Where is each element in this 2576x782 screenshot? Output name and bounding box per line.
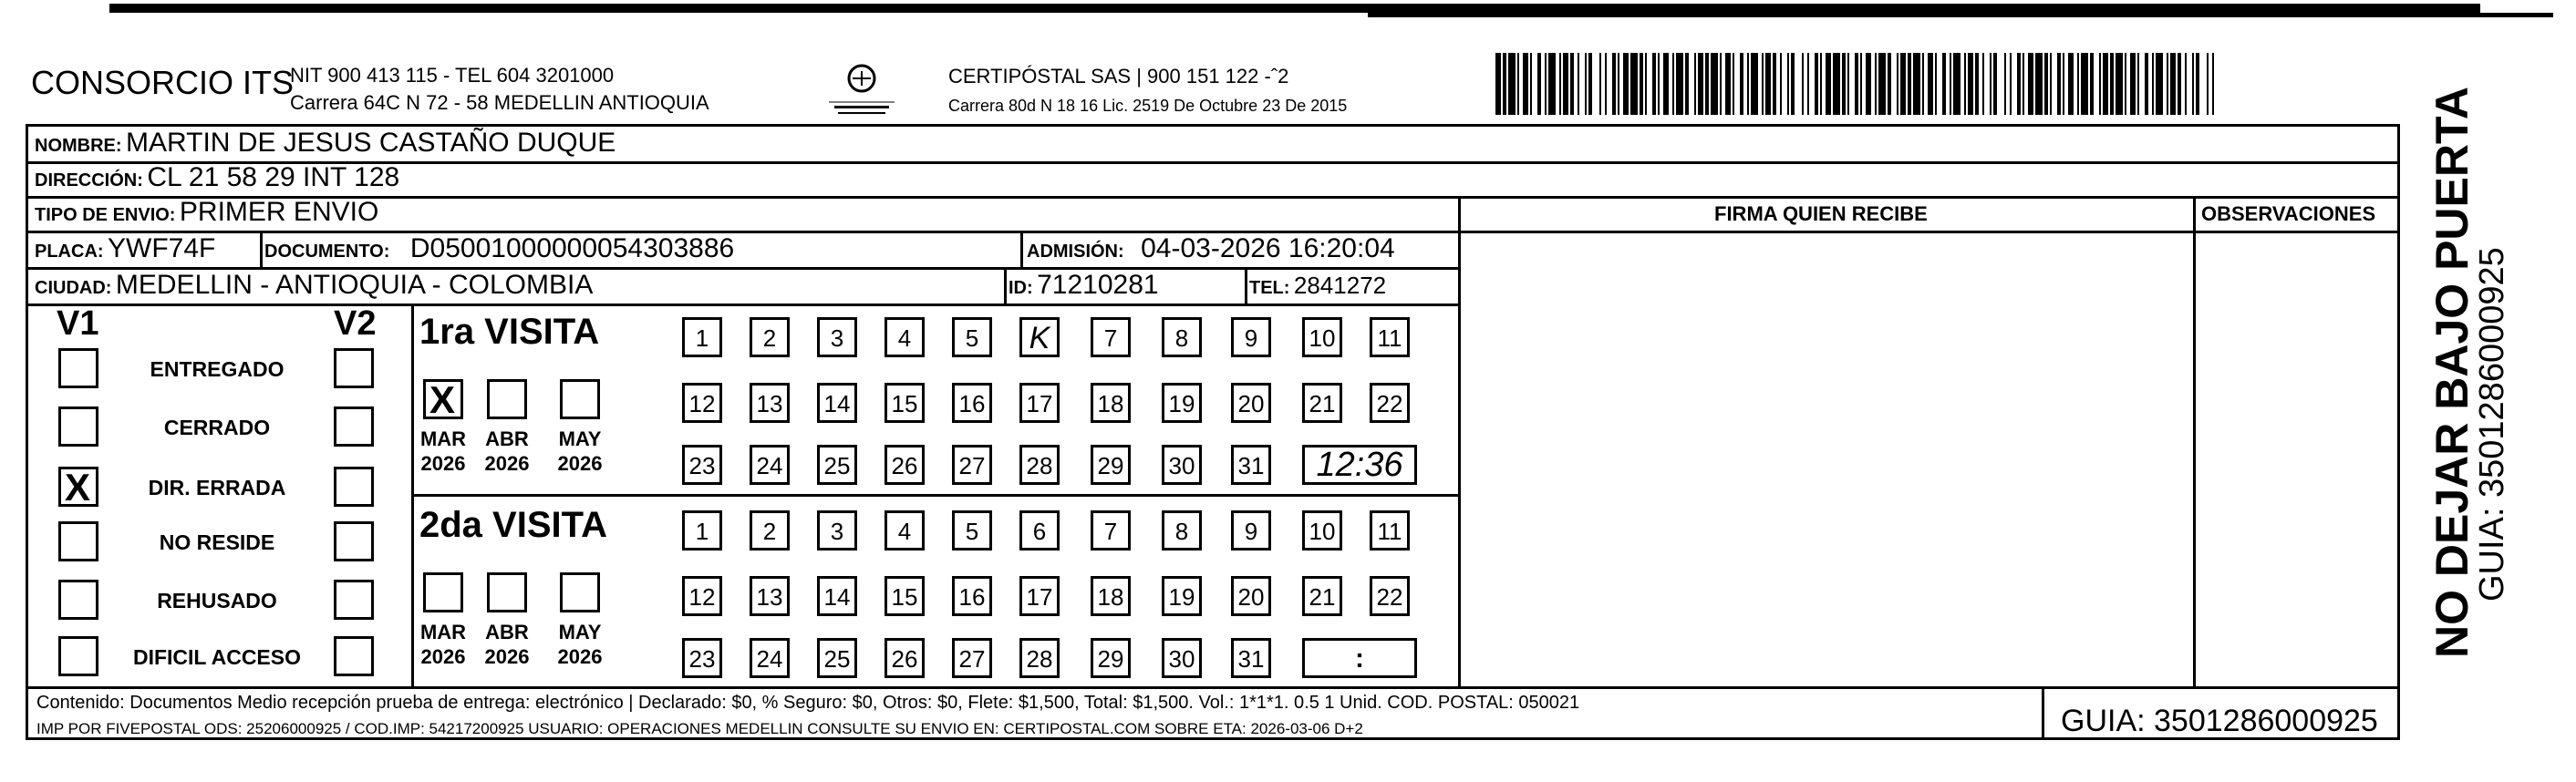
day-box[interactable]: 14: [817, 383, 857, 423]
day-box[interactable]: 13: [750, 576, 790, 616]
day-box[interactable]: 10: [1302, 510, 1342, 550]
barcode-bar: [1953, 53, 1960, 115]
footer-content: Contenido: Documentos Medio recepción prueba de entrega: electrónico | Declarado: $0, % Seguro: $0, Otros: $0, Flete: $1,500, Total: $1,500. Vol.: 1*1*1. 0.5 1 Unid. COD. POSTAL: 050021: [36, 693, 1580, 713]
barcode-bar: [1548, 53, 1556, 115]
status-label: ENTREGADO: [150, 357, 284, 381]
month-label: MAY 2026: [557, 427, 603, 475]
top-border-2: [1368, 13, 2553, 17]
day-box[interactable]: 14: [817, 576, 857, 616]
barcode-bar: [1878, 53, 1886, 115]
tipo-value: PRIMER ENVIO: [179, 197, 379, 227]
tel-row: [1249, 272, 1386, 300]
tel-value: 2841272: [1293, 272, 1387, 299]
day-box[interactable]: 18: [1091, 383, 1131, 423]
v2-header: V2: [334, 304, 377, 343]
day-box[interactable]: 30: [1162, 638, 1202, 678]
month-checkbox-abr[interactable]: [487, 379, 527, 419]
day-box[interactable]: 2: [750, 510, 790, 550]
certipostal-line1: CERTIPÓSTAL SAS | 900 151 122 -ˆ2: [948, 65, 1289, 87]
day-box[interactable]: 24: [750, 638, 790, 678]
month-checkbox-mar[interactable]: [423, 572, 463, 612]
documento-value: D05001000000054303886: [409, 233, 735, 263]
day-box[interactable]: 17: [1019, 576, 1060, 616]
day-box[interactable]: 19: [1162, 383, 1202, 423]
day-box[interactable]: 24: [750, 445, 790, 485]
company-info: [290, 62, 709, 117]
day-box[interactable]: 31: [1231, 638, 1271, 678]
ciudad-value: MEDELLIN - ANTIOQUIA - COLOMBIA: [115, 270, 594, 300]
side-warning: NO DEJAR BAJO PUERTA: [2426, 87, 2478, 658]
v1-checkbox[interactable]: [58, 348, 98, 388]
month-label: ABR 2026: [484, 621, 530, 668]
day-box[interactable]: 26: [885, 638, 925, 678]
v2-checkbox[interactable]: [334, 348, 374, 388]
documento-row: [264, 233, 734, 264]
certipostal-info: [948, 62, 1347, 120]
id-value: 71210281: [1037, 270, 1159, 300]
barcode-bar: [2156, 53, 2163, 115]
day-box[interactable]: 3: [817, 510, 857, 550]
day-box[interactable]: 4: [885, 510, 925, 550]
day-box[interactable]: 11: [1370, 510, 1410, 550]
month-checkbox-may[interactable]: [560, 379, 600, 419]
day-box[interactable]: 26: [885, 445, 925, 485]
day-box[interactable]: 7: [1091, 510, 1131, 550]
day-box[interactable]: 12: [682, 576, 722, 616]
top-border: [109, 4, 2480, 13]
month-label: MAY 2026: [557, 621, 603, 668]
admision-label: ADMISIÓN:: [1027, 242, 1124, 262]
placa-label: PLACA:: [35, 242, 104, 262]
footer-print-info: IMP POR FIVEPOSTAL ODS: 25206000925 / COD.IMP: 54217200925 USUARIO: OPERACIONES MEDELLIN CONSULTE SU ENVIO EN: CERTIPOSTAL.COM SOBRE ETA: 2026-03-06 D+2: [36, 720, 1363, 737]
day-box[interactable]: 8: [1162, 317, 1202, 357]
visit-1-title: 1ra VISITA: [419, 312, 600, 352]
barcode-bar: [1592, 53, 1599, 115]
v1-header: V1: [57, 304, 99, 343]
id-label: ID:: [1009, 278, 1033, 298]
barcode-bar: [1711, 53, 1718, 115]
v1-checkbox[interactable]: [58, 636, 98, 676]
barcode: [1495, 53, 2225, 115]
id-row: [1009, 270, 1159, 301]
barcode-bar: [2035, 53, 2043, 115]
day-box[interactable]: 11: [1370, 317, 1410, 357]
certipostal-line2: Carrera 80d N 18 16 Lic. 2519 De Octubre 23 De 2015: [948, 97, 1348, 115]
day-box[interactable]: 20: [1231, 576, 1271, 616]
day-box[interactable]: 21: [1302, 576, 1342, 616]
direccion-label: DIRECCIÓN:: [35, 170, 143, 190]
day-box[interactable]: 2: [750, 317, 790, 357]
day-box[interactable]: 27: [952, 638, 992, 678]
barcode-bar: [1630, 53, 1638, 115]
ciudad-label: CIUDAD:: [35, 278, 112, 298]
status-label: REHUSADO: [157, 589, 277, 612]
documento-label: DOCUMENTO:: [264, 242, 390, 262]
admision-value: 04-03-2026 16:20:04: [1141, 233, 1395, 263]
day-box[interactable]: 1: [682, 510, 722, 550]
address-line: Carrera 64C N 72 - 58 MEDELLIN ANTIOQUIA: [290, 91, 709, 114]
barcode-bar: [1913, 53, 1920, 115]
direccion-value: CL 21 58 29 INT 128: [147, 162, 400, 192]
admision-row: [1027, 233, 1395, 264]
nombre-value: MARTIN DE JESUS CASTAÑO DUQUE: [126, 128, 616, 158]
barcode-bar: [1833, 53, 1840, 115]
day-box[interactable]: 4: [885, 317, 925, 357]
month-label: MAR 2026: [419, 621, 467, 668]
barcode-bar: [1751, 53, 1758, 115]
day-box[interactable]: 9: [1231, 317, 1271, 357]
month-label: ABR 2026: [484, 427, 530, 475]
day-box[interactable]: 18: [1091, 576, 1131, 616]
day-box[interactable]: 27: [952, 445, 992, 485]
firma-header: FIRMA QUIEN RECIBE: [1714, 202, 1928, 225]
barcode-bar: [2214, 53, 2219, 115]
barcode-bar: [1997, 53, 2004, 115]
barcode-bar: [1795, 53, 1802, 115]
day-box[interactable]: 30: [1162, 445, 1202, 485]
barcode-bar: [1508, 53, 1516, 115]
month-label: MAR 2026: [419, 427, 467, 475]
v1-checkbox[interactable]: [58, 467, 98, 507]
day-box[interactable]: 16: [952, 576, 992, 616]
day-box[interactable]: 23: [682, 445, 722, 485]
barcode-bar: [2199, 53, 2207, 115]
day-box[interactable]: 13: [750, 383, 790, 423]
guia-number: GUIA: 3501286000925: [2061, 704, 2378, 738]
day-box[interactable]: 5: [952, 317, 992, 357]
day-box[interactable]: 31: [1231, 445, 1271, 485]
day-box[interactable]: 15: [885, 576, 925, 616]
day-box[interactable]: 19: [1162, 576, 1202, 616]
tipo-row: [35, 197, 378, 228]
status-label: DIR. ERRADA: [148, 476, 286, 499]
day-box[interactable]: 29: [1091, 445, 1131, 485]
barcode-bar: [2081, 53, 2088, 115]
day-box[interactable]: 17: [1019, 383, 1060, 423]
observaciones-header: OBSERVACIONES: [2201, 202, 2376, 225]
day-box[interactable]: 16: [952, 383, 992, 423]
status-label: NO RESIDE: [159, 530, 275, 554]
status-label: CERRADO: [163, 416, 271, 439]
day-box[interactable]: 28: [1019, 445, 1060, 485]
day-box[interactable]: 3: [817, 317, 857, 357]
certipostal-logo: [825, 62, 898, 117]
day-box[interactable]: 22: [1370, 383, 1410, 423]
tipo-label: TIPO DE ENVIO:: [35, 205, 176, 225]
nombre-row: [35, 128, 616, 159]
v2-checkbox[interactable]: [334, 406, 374, 447]
nit-line: NIT 900 413 115 - TEL 604 3201000: [290, 64, 615, 87]
nombre-label: NOMBRE:: [35, 136, 122, 156]
day-box[interactable]: 23: [682, 638, 722, 678]
status-label: DIFICIL ACCESO: [132, 645, 301, 669]
month-checkbox-abr[interactable]: [487, 572, 527, 612]
day-box[interactable]: 25: [817, 445, 857, 485]
barcode-bar: [1676, 53, 1683, 115]
v2-checkbox[interactable]: [334, 580, 374, 620]
day-box[interactable]: 10: [1302, 317, 1342, 357]
visit-time-box[interactable]: :: [1302, 638, 1417, 678]
day-box[interactable]: 29: [1091, 638, 1131, 678]
placa-row: [35, 233, 215, 264]
direccion-row: [35, 162, 399, 193]
day-box[interactable]: 9: [1231, 510, 1271, 550]
day-box[interactable]: K: [1019, 317, 1060, 357]
visit-time-box[interactable]: 12:36: [1302, 445, 1417, 485]
ciudad-row: [35, 270, 593, 301]
company-name: CONSORCIO ITS: [31, 64, 295, 101]
tel-label: TEL:: [1249, 278, 1290, 298]
v1-checkbox[interactable]: [58, 580, 98, 620]
day-box[interactable]: 12: [682, 383, 722, 423]
day-box[interactable]: 15: [885, 383, 925, 423]
v1-checkbox[interactable]: [58, 521, 98, 561]
v1-checkbox[interactable]: [58, 406, 98, 447]
day-box[interactable]: 1: [682, 317, 722, 357]
day-box[interactable]: 7: [1091, 317, 1131, 357]
day-box[interactable]: 25: [817, 638, 857, 678]
v2-checkbox[interactable]: [334, 521, 374, 561]
day-box[interactable]: 20: [1231, 383, 1271, 423]
side-guia: GUIA: 3501286000925: [2473, 247, 2511, 602]
barcode-bar: [2116, 53, 2123, 115]
placa-value: YWF74F: [108, 233, 216, 263]
day-box[interactable]: 5: [952, 510, 992, 550]
v2-checkbox[interactable]: [334, 467, 374, 507]
day-box[interactable]: 8: [1162, 510, 1202, 550]
day-box[interactable]: 22: [1370, 576, 1410, 616]
month-checkbox-mar[interactable]: [423, 379, 463, 419]
month-checkbox-may[interactable]: [560, 572, 600, 612]
day-box[interactable]: 28: [1019, 638, 1060, 678]
day-box[interactable]: 6: [1019, 510, 1060, 550]
v2-checkbox[interactable]: [334, 636, 374, 676]
day-box[interactable]: 21: [1302, 383, 1342, 423]
delivery-form: [26, 124, 2400, 740]
visit-2-title: 2da VISITA: [419, 505, 607, 545]
